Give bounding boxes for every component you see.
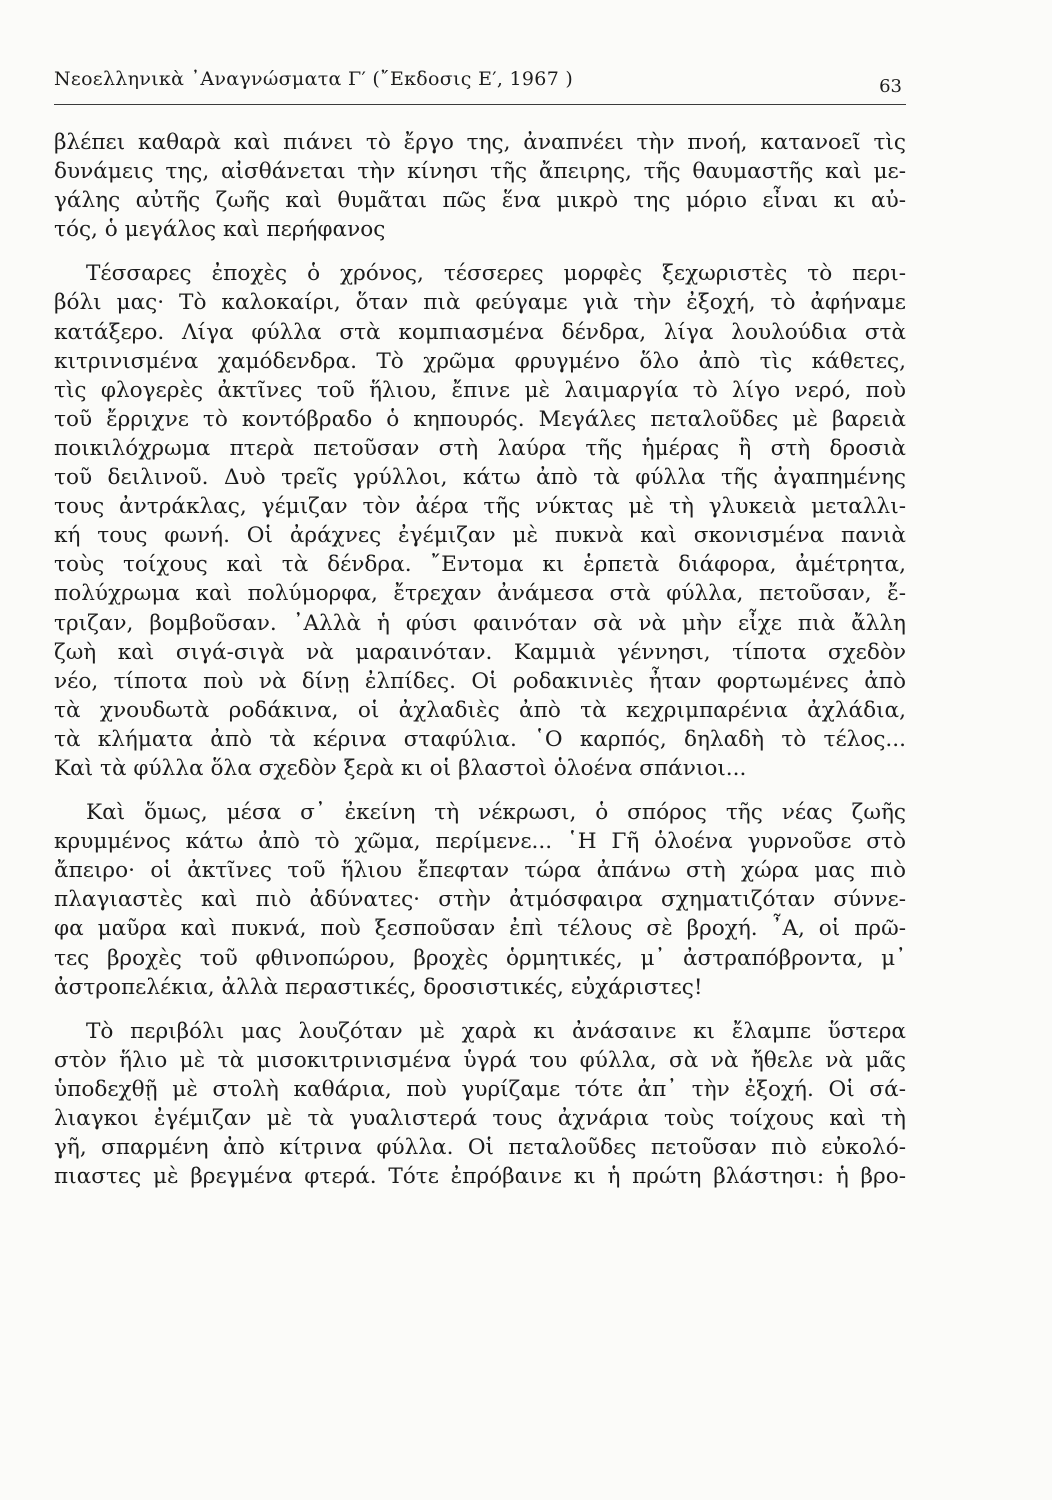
text-line: κατάξερο. Λίγα φύλλα στὰ κομπιασμένα δένδρα, λίγα λουλούδια στὰ xyxy=(54,319,906,345)
paragraph-4 xyxy=(54,1017,906,1192)
text-line: τοῦ ἔρριχνε τὸ κοντόβραδο ὁ κηπουρός. Μεγάλες πεταλοῦδες μὲ βαρειὰ xyxy=(54,406,906,432)
text-line: γάλης αὐτῆς ζωῆς καὶ θυμᾶται πῶς ἕνα μικρὸ της μόριο εἶναι κι αὐ- xyxy=(54,188,906,214)
text-line: κή τους φωνή. Οἱ ἀράχνες ἐγέμιζαν μὲ πυκνὰ καὶ σκονισμένα πανιὰ xyxy=(54,523,906,549)
text-line: τριζαν, βομβοῦσαν. ᾿Αλλὰ ἡ φύσι φαινόταν σὰ νὰ μὴν εἶχε πιὰ ἄλλη xyxy=(54,610,906,636)
text-line: κιτρινισμένα χαμόδενδρα. Τὸ χρῶμα φρυγμένο ὅλο ἀπὸ τὶς κάθετες, xyxy=(54,348,906,374)
running-title: Νεοελληνικὰ ᾿Αναγνώσματα Γ′ (῎Εκδοσις Ε′, 1967 ) xyxy=(54,68,574,90)
text-line: τοῦ δειλινοῦ. Δυὸ τρεῖς γρύλλοι, κάτω ἀπὸ τὰ φύλλα τῆς ἀγαπημένης xyxy=(54,465,906,491)
text-line: νέο, τίποτα ποὺ νὰ δίνῃ ἐλπίδες. Οἱ ροδακινιὲς ἦταν φορτωμένες ἀπὸ xyxy=(54,668,906,694)
text-line: τὶς φλογερὲς ἀκτῖνες τοῦ ἥλιου, ἔπινε μὲ λαιμαργία τὸ λίγο νερό, ποὺ xyxy=(54,377,906,403)
text-line: ὑποδεχθῇ μὲ στολὴ καθάρια, ποὺ γυρίζαμε τότε ἀπ᾿ τὴν ἐξοχή. Οἱ σά- xyxy=(54,1076,906,1102)
text-line: στὸν ἥλιο μὲ τὰ μισοκιτρινισμένα ὑγρά του φύλλα, σὰ νὰ ἤθελε νὰ μᾶς xyxy=(54,1047,906,1073)
text-line: δυνάμεις της, αἰσθάνεται τὴν κίνησι τῆς ἄπειρης, τῆς θαυμαστῆς καὶ με- xyxy=(54,159,906,185)
text-line: λιαγκοι ἐγέμιζαν μὲ τὰ γυαλιστερά τους ἀχνάρια τοὺς τοίχους καὶ τὴ xyxy=(54,1106,906,1131)
text-line: ποικιλόχρωμα πτερὰ πετοῦσαν στὴ λαύρα τῆς ἡμέρας ἢ στὴ δροσιὰ xyxy=(54,435,906,461)
text-line: βόλι μας· Τὸ καλοκαίρι, ὅταν πιὰ φεύγαμε γιὰ τὴν ἐξοχή, τὸ ἀφήναμε xyxy=(54,290,906,316)
text-line: γῆ, σπαρμένη ἀπὸ κίτρινα φύλλα. Οἱ πεταλοῦδες πετοῦσαν πιὸ εὐκολό- xyxy=(54,1135,906,1161)
text-line: Καὶ τὰ φύλλα ὅλα σχεδὸν ξερὰ κι οἱ βλαστοὶ ὁλοένα σπάνιοι... xyxy=(54,755,747,781)
page-number: 63 xyxy=(879,76,902,97)
text-line: Τέσσαρες ἐποχὲς ὁ χρόνος, τέσσερες μορφὲς ξεχωριστὲς τὸ περι- xyxy=(86,261,906,287)
text-line: τὰ χνουδωτὰ ροδάκινα, οἱ ἀχλαδιὲς ἀπὸ τὰ κεχριμπαρένια ἀχλάδια, xyxy=(54,697,906,723)
paragraph-3 xyxy=(54,798,906,1002)
body-text xyxy=(54,128,906,1191)
text-line: πιαστες μὲ βρεγμένα φτερά. Τότε ἐπρόβαινε κι ἡ πρώτη βλάστησι: ἡ βρο- xyxy=(54,1164,906,1190)
paragraph-2 xyxy=(54,259,906,783)
text-line: Τὸ περιβόλι μας λουζόταν μὲ χαρὰ κι ἀνάσαινε κι ἔλαμπε ὕστερα xyxy=(86,1018,906,1044)
text-line: τες βροχὲς τοῦ φθινοπώρου, βροχὲς ὁρμητικές, μ᾿ ἀστραπόβροντα, μ᾿ xyxy=(54,945,906,971)
text-line: Καὶ ὅμως, μέσα σ᾿ ἐκείνη τὴ νέκρωσι, ὁ σπόρος τῆς νέας ζωῆς xyxy=(86,800,906,826)
text-line: τός, ὁ μεγάλος καὶ περήφανος xyxy=(54,217,386,243)
text-line: τους ἀντράκλας, γέμιζαν τὸν ἀέρα τῆς νύκτας μὲ τὴ γλυκειὰ μεταλλι- xyxy=(54,494,906,520)
text-line: πολύχρωμα καὶ πολύμορφα, ἔτρεχαν ἀνάμεσα στὰ φύλλα, πετοῦσαν, ἔ- xyxy=(54,581,906,607)
text-line: τοὺς τοίχους καὶ τὰ δένδρα. ῎Εντομα κι ἑρπετὰ διάφορα, ἀμέτρητα, xyxy=(54,552,906,578)
text-line: ἀστροπελέκια, ἀλλὰ περαστικές, δροσιστικές, εὐχάριστες! xyxy=(54,974,703,1000)
running-header xyxy=(54,60,906,105)
paragraph-1 xyxy=(54,128,906,244)
text-line: πλαγιαστὲς καὶ πιὸ ἀδύνατες· στὴν ἀτμόσφαιρα σχηματιζόταν σύννε- xyxy=(54,887,906,913)
text-line: φα μαῦρα καὶ πυκνά, ποὺ ξεσποῦσαν ἐπὶ τέλους σὲ βροχή. ῏Α, οἱ πρῶ- xyxy=(54,916,906,942)
text-line: τὰ κλήματα ἀπὸ τὰ κέρινα σταφύλια. ῾Ο καρπός, δηλαδὴ τὸ τέλος... xyxy=(54,726,906,752)
text-line: ἄπειρο· οἱ ἀκτῖνες τοῦ ἥλιου ἔπεφταν τώρα ἀπάνω στὴ χώρα μας πιὸ xyxy=(54,858,906,884)
text-line: κρυμμένος κάτω ἀπὸ τὸ χῶμα, περίμενε... ῾Η Γῆ ὁλοένα γυρνοῦσε στὸ xyxy=(54,829,906,855)
text-line: βλέπει καθαρὰ καὶ πιάνει τὸ ἔργο της, ἀναπνέει τὴν πνοή, κατανοεῖ τὶς xyxy=(54,130,906,155)
text-line: ζωὴ καὶ σιγά-σιγὰ νὰ μαραινόταν. Καμμιὰ γέννησι, τίποτα σχεδὸν xyxy=(54,639,906,665)
